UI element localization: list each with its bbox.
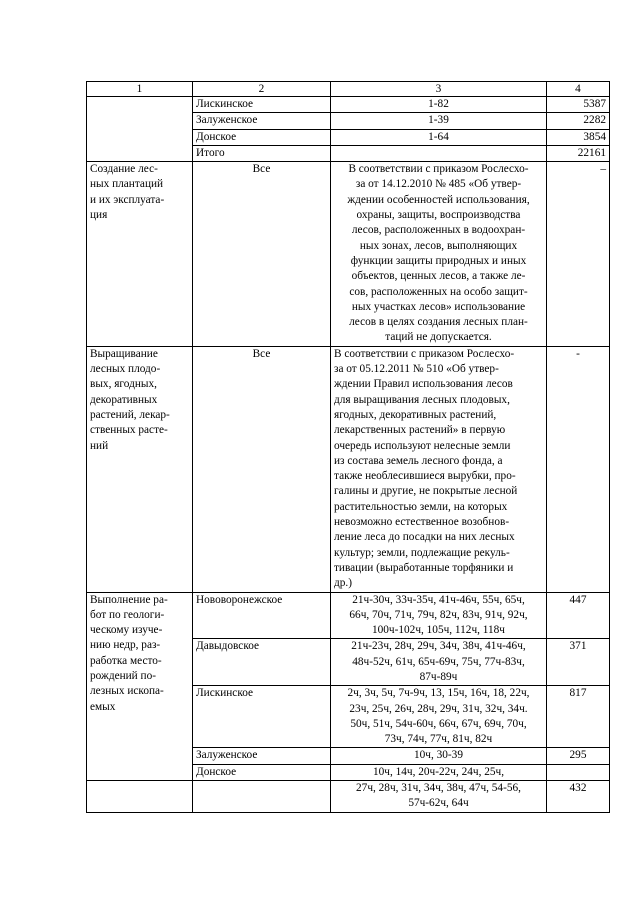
quarters-cell	[331, 145, 547, 161]
header-col-3: 3	[331, 82, 547, 97]
purpose-cell: Выращивание лесных плодо- вых, ягодных, декоративных растений, лекар- ственных расте- ний	[87, 346, 193, 592]
quarters-cell: 1-64	[331, 129, 547, 145]
quarters-cell: 10ч, 14ч, 20ч-22ч, 24ч, 25ч,	[331, 764, 547, 780]
table-row	[87, 592, 610, 639]
district-cell-empty	[193, 781, 331, 813]
header-col-1: 1	[87, 82, 193, 97]
area-cell: 295	[547, 748, 610, 764]
total-label-cell: Итого	[193, 145, 331, 161]
area-cell: 2282	[547, 113, 610, 129]
district-cell: Давыдовское	[193, 639, 331, 686]
quarters-cell: 21ч-23ч, 28ч, 29ч, 34ч, 38ч, 41ч-46ч, 48ч-52ч, 61ч, 65ч-69ч, 75ч, 77ч-83ч, 87ч-89ч	[331, 639, 547, 686]
district-cell: Залуженское	[193, 113, 331, 129]
quarters-cell: 10ч, 30-39	[331, 748, 547, 764]
header-col-4: 4	[547, 82, 610, 97]
purpose-cell: Создание лес- ных плантаций и их эксплуата- ция	[87, 162, 193, 347]
quarters-cell: 21ч-30ч, 33ч-35ч, 41ч-46ч, 55ч, 65ч, 66ч, 70ч, 71ч, 79ч, 82ч, 83ч, 91ч, 92ч, 100ч-102ч, 105ч, 112ч, 118ч	[331, 592, 547, 639]
district-cell: Лискинское	[193, 686, 331, 748]
area-cell: 5387	[547, 97, 610, 113]
district-cell: Нововоронежское	[193, 592, 331, 639]
header-col-2: 2	[193, 82, 331, 97]
quarters-cell: 1-82	[331, 97, 547, 113]
district-cell: Все	[193, 346, 331, 592]
area-cell: 371	[547, 639, 610, 686]
area-cell	[547, 764, 610, 780]
district-cell: Донское	[193, 129, 331, 145]
regulation-text-cell: В соответствии с приказом Рослесхо- за от 14.12.2010 № 485 «Об утвер- ждении особенностей использования, охраны, защиты, воспроизводства лесов, расположенных в водоохран- ных зонах, лесов, выполняющих функции защиты природных и иных объектов, ценных лесов, а также ле- сов, расположенных на особо защит- ных участках лесов» использование лесов в целях создания лесных план- таций не допускается.	[331, 162, 547, 347]
district-cell: Донское	[193, 764, 331, 780]
purpose-cell: Выполнение ра- бот по геологи- ческому изуче- нию недр, раз- работка место- рождений по- лезных ископа- емых	[87, 592, 193, 781]
table-row	[87, 781, 610, 813]
purpose-cell-empty	[87, 781, 193, 813]
area-cell: -	[547, 346, 610, 592]
purpose-cell-empty	[87, 97, 193, 162]
total-area-cell: 22161	[547, 145, 610, 161]
table-row	[87, 346, 610, 592]
table-row	[87, 97, 610, 113]
area-cell: 447	[547, 592, 610, 639]
quarters-cell: 27ч, 28ч, 31ч, 34ч, 38ч, 47ч, 54-56, 57ч-62ч, 64ч	[331, 781, 547, 813]
district-cell: Все	[193, 162, 331, 347]
district-cell: Залуженское	[193, 748, 331, 764]
quarters-cell: 2ч, 3ч, 5ч, 7ч-9ч, 13, 15ч, 16ч, 18, 22ч, 23ч, 25ч, 26ч, 28ч, 29ч, 31ч, 32ч, 34ч. 50ч, 51ч, 54ч-60ч, 66ч, 67ч, 69ч, 70ч, 73ч, 74ч, 77ч, 81ч, 82ч	[331, 686, 547, 748]
area-cell: 3854	[547, 129, 610, 145]
district-cell: Лискинское	[193, 97, 331, 113]
forest-use-table	[86, 81, 610, 813]
regulation-text-cell: В соответствии с приказом Рослесхо- за от 05.12.2011 № 510 «Об утвер- ждении Правил использования лесов для выращивания лесных плодовых, ягодных, декоративных растений, лекарственных растений» в первую очередь используют нелесные земли из состава земель лесного фонда, а также необлесившиеся вырубки, про- галины и другие, не покрытые лесной растительностью земли, на которых невозможно естественное возобнов- ление леса до посадки на них лесных культур; земли, подлежащие рекуль- тивации (выработанные торфяники и др.)	[331, 346, 547, 592]
table-header-row	[87, 82, 610, 97]
area-cell: 817	[547, 686, 610, 748]
quarters-cell: 1-39	[331, 113, 547, 129]
area-cell: –	[547, 162, 610, 347]
area-cell: 432	[547, 781, 610, 813]
table-row	[87, 162, 610, 347]
